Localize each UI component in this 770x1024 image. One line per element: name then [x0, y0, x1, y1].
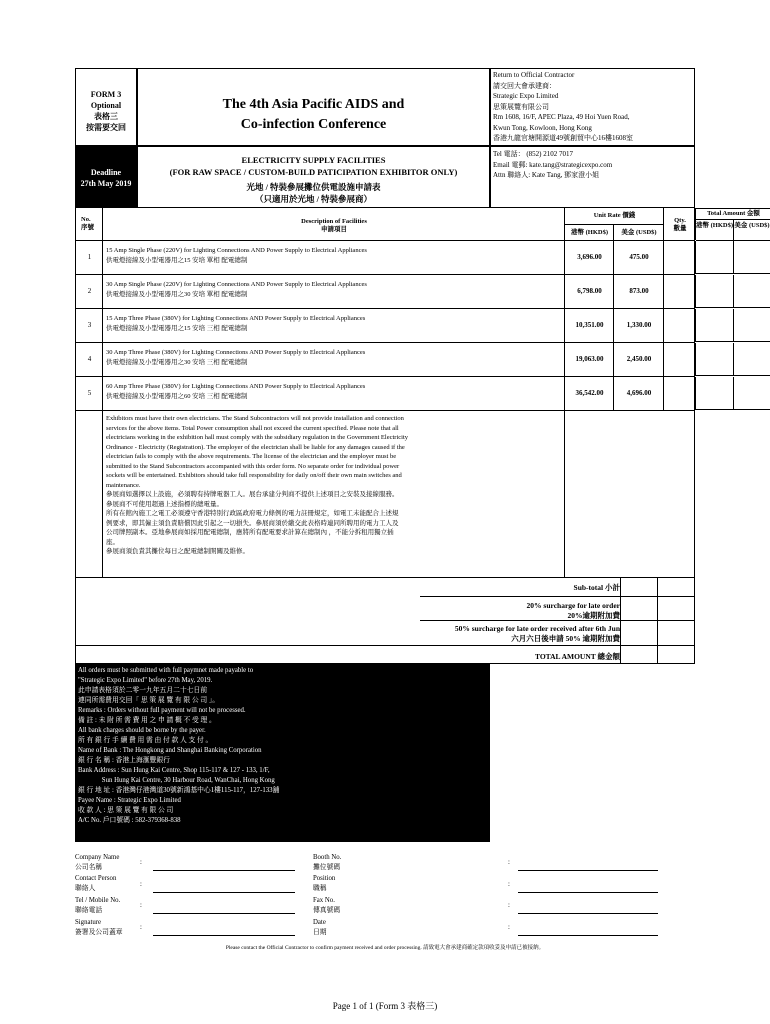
facilities-table — [75, 208, 770, 578]
company-name-label-zh: 公司名稱 — [75, 863, 103, 871]
note-line: 例要求，即其僱主須負責賠償因此引起之一切損失。參展商須於繳交此表格時連同所聘用的電力工人及 — [106, 519, 399, 527]
colon: : — [508, 881, 510, 888]
date-label — [313, 918, 327, 937]
optional-label-zh: 按需要交回 — [86, 123, 126, 132]
colon: : — [508, 902, 510, 909]
contact-email: Email 電郵: kate.tang@strategicexpo.com — [493, 160, 613, 169]
item-description-zh: 供電燈接線及小型電器用之30 安培 三相 配電總制 — [106, 359, 248, 366]
position-label-en: Position — [313, 875, 336, 882]
item-price-hkd: 3,696.00 — [577, 253, 602, 261]
conference-title-line2: Co-infection Conference — [240, 117, 387, 132]
payment-line: Payee Name : Strategic Expo Limited — [78, 797, 181, 804]
contractor-line: Return to Official Contractor — [493, 71, 575, 79]
colon: : — [508, 924, 510, 931]
contractor-line: Rm 1608, 16/F, APEC Plaza, 49 Hoi Yuen Road, — [493, 113, 630, 121]
form-number-box — [75, 68, 137, 146]
note-line: 座。 — [106, 538, 119, 546]
payment-line: "Strategic Expo Limited" before 27th May, 2019. — [78, 677, 213, 684]
hkd-header: 港幣 (HKD$) — [570, 229, 608, 236]
tel-label-en: Tel / Mobile No. — [75, 897, 121, 904]
colon: : — [508, 859, 510, 866]
desc-header-text-zh: 申請項目 — [321, 226, 347, 233]
company-name-label-en: Company Name — [75, 854, 120, 861]
note-line: sockets will be entertained. Exhibitors should take full responsibility for daily on/off their own main switches and — [106, 472, 402, 479]
total-usd-header: 美金 (USD$) — [734, 222, 770, 229]
payment-line: 連同所需費用交回「 思 策 展 覽 有 限 公 司 」。 — [78, 697, 220, 704]
total-amount-label: TOTAL AMOUNT 總金額 — [534, 652, 620, 661]
note-line: Exhibitors must have their own electricians. The Stand Subcontractors will not provide installation and connection — [106, 415, 404, 422]
booth-no-label — [313, 853, 341, 872]
deadline-label: Deadline — [90, 168, 122, 177]
note-line: services for the above items. Total Power consumption shall not exceed the current specified. Please note that all — [106, 424, 399, 432]
desc-header — [103, 218, 565, 234]
table-row — [75, 343, 695, 377]
signature-field[interactable] — [153, 935, 295, 936]
payment-line: Name of Bank : The Hongkong and Shanghai Banking Corporation — [78, 747, 262, 754]
item-description — [106, 348, 562, 368]
item-description — [106, 246, 562, 266]
table-row — [75, 275, 695, 309]
booth-no-field[interactable] — [518, 870, 658, 871]
item-description — [106, 314, 562, 334]
facility-title-box — [137, 146, 490, 208]
item-price-hkd: 6,798.00 — [577, 287, 602, 295]
position-label — [313, 874, 335, 893]
deadline-box — [75, 146, 137, 208]
fax-label — [313, 896, 340, 915]
total-hkd-input[interactable] — [698, 349, 731, 369]
fax-label-en: Fax No. — [313, 897, 335, 904]
payment-line: 銀 行 名 稱 : 香港上海滙豐銀行 — [78, 757, 170, 764]
note-line: 參展商須負責其攤位每日之配電總制開關及維修。 — [106, 548, 249, 555]
note-line: electricians working in the exhibition hall must comply with the subsidiary regulation in the Government Electricity — [106, 434, 408, 441]
contact-person-label-zh: 聯絡人 — [75, 884, 96, 892]
payment-instructions-box — [75, 664, 490, 842]
payment-line: Bank Address : Sun Hung Kai Centre, Shop 115-117 & 127 - 133, 1/F, — [78, 767, 270, 774]
fax-field[interactable] — [518, 913, 658, 914]
item-price-usd: 2,450.00 — [626, 355, 652, 363]
contractor-line: Strategic Expo Limited — [493, 92, 559, 100]
payment-line: All bank charges should be borne by the payer. — [78, 727, 206, 734]
fax-label-zh: 傳真號碼 — [313, 906, 341, 914]
position-label-zh: 職稱 — [313, 884, 327, 892]
conference-title-line1: The 4th Asia Pacific AIDS and — [222, 97, 405, 112]
qty-input[interactable] — [666, 315, 694, 335]
item-description-en: 15 Amp Three Phase (380V) for Lighting Connections AND Power Supply to Electrical Appliances — [106, 315, 366, 322]
note-line: electrician fails to comply with the above requirements. The license of the electrician and the employer must be — [106, 453, 397, 460]
item-description — [106, 280, 562, 300]
totals-left-box — [75, 578, 620, 664]
note-line: maintenance. — [106, 481, 141, 489]
colon: : — [140, 924, 142, 931]
qty-header-text-zh: 數量 — [673, 225, 687, 232]
total-hkd-input[interactable] — [698, 315, 731, 335]
contractor-line: 請交回大會承建商： — [493, 81, 556, 90]
note-line: 公司牌照副本。亞地參展商如採用配電總制，應將所有配電要求計算在總制內 ，不能分拆租用獨立插 — [106, 529, 394, 536]
item-description-zh: 供電燈接線及小型電器用之15 安培 三相 配電總制 — [106, 325, 248, 332]
contact-attn: Attn 聯絡人: Kate Tang, 鄧家澄小姐 — [493, 171, 600, 179]
conference-title-box — [137, 68, 490, 146]
note-line: 所有在館內施工之電工必須遵守香港特別行政區政府電力條例的電力註冊規定，如電工未能配合上述規 — [106, 510, 399, 517]
payment-line: 此申請表格須於二零一九年五月二十七日前 — [78, 687, 208, 694]
qty-input[interactable] — [666, 383, 694, 403]
late20-label: 20% surcharge for late order — [526, 601, 620, 610]
position-field[interactable] — [518, 892, 658, 893]
total-usd-input[interactable] — [735, 383, 769, 403]
unit-rate-header: Unit Rate 價錢 — [593, 212, 636, 219]
payment-line: Remarks : Orders without full payment will not be processed. — [78, 707, 246, 714]
total-usd-input[interactable] — [735, 349, 769, 369]
contact-box — [490, 146, 695, 208]
late50-label: 50% surcharge for late order received after 6th Jun — [454, 624, 620, 633]
signature-label — [75, 918, 123, 937]
total-hkd-header: 港幣 (HKD$) — [696, 222, 734, 229]
optional-label: Optional — [90, 101, 122, 110]
contractor-line: 香港九龍官塘開源道49號創貿中心16樓1608室 — [493, 134, 633, 142]
contact-tel: Tel 電話： (852) 2102 7017 — [493, 150, 574, 158]
item-number: 1 — [87, 253, 92, 261]
notes-text — [106, 414, 506, 557]
note-line: submitted to the Stand Subcontractors accompanied with this order form. No separate order for individual power — [106, 462, 400, 470]
total-usd-input[interactable] — [735, 247, 769, 267]
contact-person-label — [75, 874, 116, 893]
payment-line: All orders must be submitted with full paymnet made payable to — [78, 667, 254, 674]
signature-label-en: Signature — [75, 919, 102, 926]
item-number: 3 — [87, 321, 92, 329]
item-description-zh: 供電燈接線及小型電器用之60 安培 三相 配電總制 — [106, 393, 248, 400]
no-header-text: No. — [81, 216, 91, 223]
item-description — [106, 382, 562, 402]
table-row — [75, 377, 695, 411]
payment-line: 銀 行 地 址 : 香港灣仔港灣道30號新鴻基中心1樓115-117，127-133舖 — [78, 787, 280, 794]
late20-label-zh: 20%逾期附加費 — [567, 611, 620, 620]
contractor-address-box — [490, 68, 695, 146]
item-number: 5 — [87, 389, 92, 397]
colon: : — [140, 902, 142, 909]
deadline-date: 27th May 2019 — [80, 179, 132, 188]
payment-line: 備 註 : 未 附 所 需 費 用 之 申 請 概 不 受 理 。 — [78, 717, 216, 724]
signature-label-zh: 簽署及公司蓋章 — [75, 928, 123, 936]
booth-no-label-en: Booth No. — [313, 854, 342, 861]
qty-header-text: Qty. — [674, 217, 686, 224]
form-header — [75, 68, 695, 208]
no-header-text-zh: 序號 — [81, 224, 94, 231]
tel-label — [75, 896, 120, 915]
item-number: 4 — [87, 355, 92, 363]
facility-subtitle-zh: （只適用於光地 / 特裝參展商） — [254, 193, 373, 204]
subtotal-label: Sub-total 小計 — [573, 583, 620, 592]
qty-header — [664, 217, 696, 233]
footnote: Please contact the Official Contractor to confirm payment received and order processing. 請致電大會承建商確定款項收妥及申請已被接納。 — [225, 945, 545, 951]
payment-line: 收 款 人 : 思 策 展 覽 有 限 公 司 — [78, 807, 174, 814]
payment-line: A/C No. 戶口號碼 : 582-379368-838 — [78, 817, 181, 824]
facility-subtitle: (FOR RAW SPACE / CUSTOM-BUILD PATICIPATION EXHIBITOR ONLY) — [169, 166, 458, 177]
page-number: Page 1 of 1 (Form 3 表格三) — [332, 1001, 438, 1011]
item-price-hkd: 10,351.00 — [575, 321, 604, 329]
desc-header-text: Description of Facilities — [301, 218, 367, 225]
form-label-zh: 表格三 — [94, 112, 118, 121]
colon: : — [140, 859, 142, 866]
table-row — [75, 241, 695, 275]
facility-title-zh: 光地 / 特裝參展攤位供電設施申請表 — [246, 182, 381, 192]
usd-header: 美金 (USD$) — [621, 229, 657, 236]
note-line: 參展商如選擇以上設施，必須聘有持牌電器工人。展台承建分判商不提供上述項目之安裝及接線服務。 — [106, 491, 399, 498]
contact-person-label-en: Contact Person — [75, 875, 117, 882]
contractor-line: 思策展覽有限公司 — [493, 102, 549, 111]
total-usd-input[interactable] — [735, 315, 769, 335]
total-hkd-input[interactable] — [698, 383, 731, 403]
company-name-field[interactable] — [153, 870, 295, 871]
total-usd-input[interactable] — [735, 281, 769, 301]
contact-person-field[interactable] — [153, 892, 295, 893]
qty-input[interactable] — [666, 247, 694, 267]
no-header — [76, 216, 103, 232]
total-hkd-input[interactable] — [698, 281, 731, 301]
item-description-zh: 供電燈接線及小型電器用之30 安培 單相 配電總制 — [106, 291, 248, 298]
contractor-line: Kwun Tong, Kowloon, Hong Kong — [493, 123, 592, 132]
form-label: FORM 3 — [90, 90, 122, 99]
qty-input[interactable] — [666, 349, 694, 369]
late50-label-zh: 六月六日後申請 50% 逾期附加費 — [511, 634, 620, 643]
item-description-en: 30 Amp Three Phase (380V) for Lighting Connections AND Power Supply to Electrical Appliances — [106, 349, 366, 356]
item-price-hkd: 19,063.00 — [575, 355, 604, 363]
item-price-usd: 1,330.00 — [626, 321, 652, 329]
total-header: Total Amount 金額 — [707, 210, 760, 217]
date-label-en: Date — [313, 919, 326, 926]
total-hkd-input[interactable] — [698, 247, 731, 267]
item-number: 2 — [87, 287, 92, 295]
item-description-en: 60 Amp Three Phase (380V) for Lighting Connections AND Power Supply to Electrical Appliances — [106, 383, 366, 390]
payment-line: Sun Hung Kai Centre, 30 Harbour Road, WanChai, Hong Kong — [78, 777, 275, 784]
company-name-label — [75, 853, 119, 872]
note-line: Ordinance - Electricity (Registration). The employer of the electrician shall be liable for any damages caused if the — [106, 443, 405, 451]
item-description-zh: 供電燈接線及小型電器用之15 安培 單相 配電總制 — [106, 257, 248, 264]
item-description-en: 15 Amp Single Phase (220V) for Lighting Connections AND Power Supply to Electrical Appliances — [106, 247, 367, 254]
qty-input[interactable] — [666, 281, 694, 301]
item-price-usd: 873.00 — [629, 287, 649, 295]
note-line: 參展商不可使用超過上述指標的總電量。 — [106, 500, 223, 508]
item-price-usd: 4,696.00 — [626, 389, 652, 397]
date-field[interactable] — [518, 935, 658, 936]
payment-line: 所 有 銀 行 手 續 費 用 需 由 付 款 人 支 付 。 — [78, 737, 213, 744]
colon: : — [140, 881, 142, 888]
table-row — [75, 309, 695, 343]
tel-field[interactable] — [153, 913, 295, 914]
item-price-hkd: 36,542.00 — [575, 389, 604, 397]
booth-no-label-zh: 攤位號碼 — [313, 863, 341, 871]
item-description-en: 30 Amp Single Phase (220V) for Lighting Connections AND Power Supply to Electrical Appliances — [106, 281, 367, 288]
table-header — [75, 208, 770, 241]
tel-label-zh: 聯絡電話 — [75, 906, 103, 914]
item-price-usd: 475.00 — [629, 253, 649, 261]
date-label-zh: 日期 — [313, 928, 327, 936]
facility-title: ELECTRICITY SUPPLY FACILITIES — [241, 155, 386, 165]
notes-row — [75, 411, 695, 578]
